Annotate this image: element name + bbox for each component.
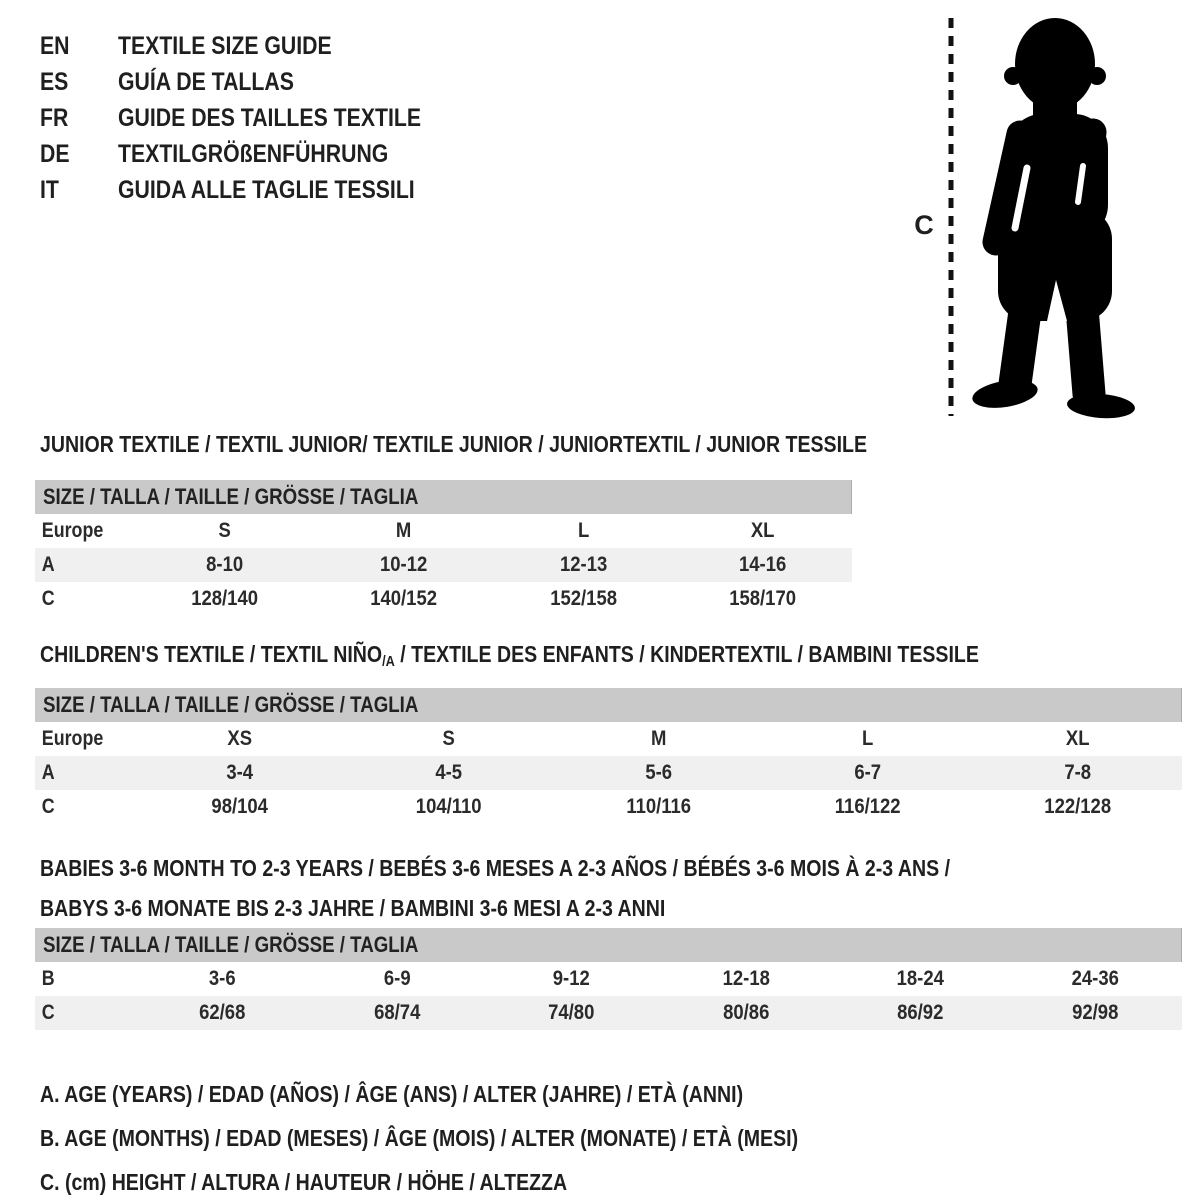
- table-cell: 4-5: [435, 761, 463, 784]
- table-cell: 14-16: [738, 553, 787, 576]
- nino-a-subscript: /A: [382, 653, 395, 670]
- table-cell: 104/110: [416, 795, 482, 818]
- table-cell: 6-9: [383, 967, 411, 990]
- table-cell: XL: [1065, 727, 1090, 750]
- table-cell: 24-36: [1071, 967, 1119, 990]
- table-cell: 10-12: [380, 553, 428, 576]
- language-title: GUIDE DES TAILLES TEXTILE: [118, 104, 422, 132]
- language-row: [40, 64, 475, 100]
- table-cell: 12-18: [722, 967, 770, 990]
- table-cell: 80/86: [722, 1001, 769, 1024]
- junior-section-title: JUNIOR TEXTILE / TEXTIL JUNIOR/ TEXTILE JUNIOR / JUNIORTEXTIL / JUNIOR TESSILE: [40, 431, 868, 457]
- language-title: GUÍA DE TALLAS: [118, 68, 294, 96]
- table-cell: 5-6: [645, 761, 672, 784]
- children-section-title: CHILDREN'S TEXTILE / TEXTIL NIÑO/A / TEXTILE DES ENFANTS / KINDERTEXTIL / BAMBINI TESSILE: [40, 641, 979, 670]
- table-cell: 128/140: [191, 587, 259, 610]
- footnote-age-years: A. AGE (YEARS) / EDAD (AÑOS) / ÂGE (ANS) / ALTER (JAHRE) / ETÀ (ANNI): [40, 1081, 744, 1107]
- language-row: [40, 28, 475, 64]
- junior-table-rows: [35, 514, 852, 616]
- row-label: A: [41, 553, 55, 576]
- table-cell: 62/68: [199, 1001, 246, 1024]
- footnote-height-cm: C. (cm) HEIGHT / ALTURA / HAUTEUR / HÖHE / ALTEZZA: [40, 1169, 568, 1195]
- language-row: [40, 100, 475, 136]
- footnote-age-months: B. AGE (MONTHS) / EDAD (MESES) / ÂGE (MOIS) / ALTER (MONATE) / ETÀ (MESI): [40, 1125, 799, 1151]
- babies-table-rows: [35, 962, 1182, 1030]
- table-cell: 152/158: [549, 587, 617, 610]
- table-cell: 12-13: [559, 553, 607, 576]
- children-table-rows: [35, 722, 1182, 824]
- table-cell: 8-10: [206, 553, 244, 576]
- section-childrens-textile: [35, 640, 1182, 824]
- language-row: [40, 172, 475, 208]
- table-cell: L: [862, 727, 874, 750]
- section-junior-textile: [35, 430, 868, 616]
- children-size-table: [35, 688, 1182, 824]
- language-row: [40, 136, 475, 172]
- language-code: IT: [40, 176, 59, 204]
- language-code: DE: [40, 140, 70, 168]
- table-cell: 92/98: [1071, 1001, 1118, 1024]
- language-title: TEXTILGRÖßENFÜHRUNG: [118, 140, 389, 168]
- row-label: Europe: [41, 519, 104, 542]
- row-label: C: [41, 1001, 55, 1024]
- dashed-measure-line: [945, 14, 957, 424]
- babies-title-line1: BABIES 3-6 MONTH TO 2-3 YEARS / BEBÉS 3-6 MESES A 2-3 AÑOS / BÉBÉS 3-6 MOIS À 2-3 ANS /: [40, 855, 951, 881]
- table-cell: XL: [750, 519, 775, 542]
- table-row: [35, 756, 1182, 790]
- language-code: ES: [40, 68, 69, 96]
- table-cell: 68/74: [373, 1001, 420, 1024]
- table-cell: 98/104: [211, 795, 268, 818]
- table-cell: 140/152: [370, 587, 438, 610]
- table-row: [35, 790, 1182, 824]
- table-row: [35, 514, 852, 548]
- table-cell: S: [442, 727, 456, 750]
- row-label: B: [41, 967, 55, 990]
- table-cell: 6-7: [854, 761, 882, 784]
- table-cell: 86/92: [897, 1001, 944, 1024]
- babies-title-line2: BABYS 3-6 MONATE BIS 2-3 JAHRE / BAMBINI 3-6 MESI A 2-3 ANNI: [40, 895, 666, 921]
- table-cell: 122/128: [1043, 795, 1111, 818]
- table-cell: 18-24: [896, 967, 944, 990]
- row-label: A: [41, 761, 55, 784]
- size-table-header: SIZE / TALLA / TAILLE / GRÖSSE / TAGLIA: [35, 480, 852, 514]
- table-cell: M: [650, 727, 667, 750]
- row-label: Europe: [41, 727, 104, 750]
- table-row: [35, 548, 852, 582]
- babies-section-title: [35, 848, 1182, 928]
- language-title: GUIDA ALLE TAGLIE TESSILI: [118, 176, 415, 204]
- baby-silhouette-icon: [963, 16, 1143, 421]
- table-cell: 110/116: [626, 795, 691, 818]
- table-cell: 9-12: [552, 967, 590, 990]
- babies-size-table: [35, 928, 1182, 1030]
- table-cell: 74/80: [548, 1001, 595, 1024]
- language-code: EN: [40, 32, 70, 60]
- row-label: C: [41, 795, 55, 818]
- table-cell: L: [577, 519, 589, 542]
- measure-label-c: C: [914, 210, 934, 240]
- table-row: [35, 722, 1182, 756]
- language-title: TEXTILE SIZE GUIDE: [118, 32, 332, 60]
- table-cell: 3-6: [208, 967, 236, 990]
- table-cell: XS: [227, 727, 253, 750]
- table-row: [35, 996, 1182, 1030]
- junior-size-table: [35, 480, 852, 616]
- table-cell: S: [218, 519, 231, 542]
- row-label: C: [41, 587, 55, 610]
- table-cell: 7-8: [1063, 761, 1091, 784]
- table-row: [35, 962, 1182, 996]
- language-list: [40, 28, 475, 208]
- language-code: FR: [40, 104, 69, 132]
- table-row: [35, 582, 852, 616]
- size-table-header: SIZE / TALLA / TAILLE / GRÖSSE / TAGLIA: [35, 928, 1182, 962]
- table-cell: 116/122: [835, 795, 901, 818]
- footnotes: [40, 1072, 932, 1200]
- section-babies-textile: [35, 848, 1182, 1030]
- table-cell: M: [396, 519, 412, 542]
- table-cell: 3-4: [226, 761, 254, 784]
- table-cell: 158/170: [728, 587, 796, 610]
- size-table-header: SIZE / TALLA / TAILLE / GRÖSSE / TAGLIA: [35, 688, 1182, 722]
- height-measure-figure: [905, 14, 1160, 426]
